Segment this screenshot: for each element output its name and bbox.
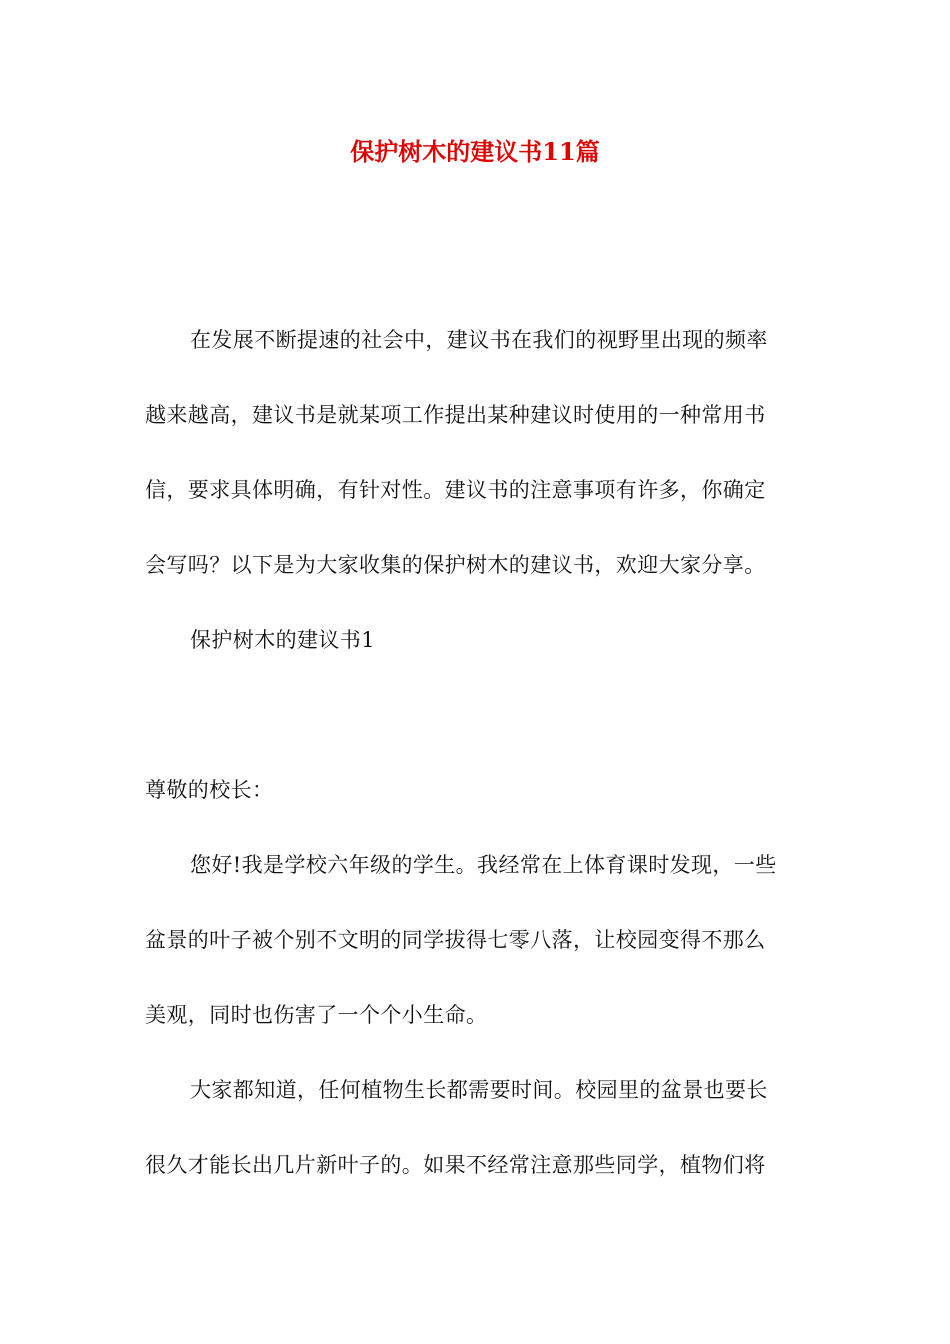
paragraph1-line-3: 美观，同时也伤害了一个个小生命。: [145, 1003, 488, 1027]
document-title: 保护树木的建议书11篇: [350, 137, 600, 166]
intro-line-4: 会写吗？以下是为大家收集的保护树木的建议书，欢迎大家分享。: [145, 553, 766, 577]
intro-line-3: 信，要求具体明确，有针对性。建议书的注意事项有许多，你确定: [145, 478, 766, 502]
intro-line-1: 在发展不断提速的社会中，建议书在我们的视野里出现的频率: [190, 328, 768, 352]
salutation: 尊敬的校长：: [145, 778, 274, 802]
paragraph2-line-1: 大家都知道，任何植物生长都需要时间。校园里的盆景也要长: [190, 1078, 768, 1102]
section-heading: 保护树木的建议书1: [190, 628, 375, 652]
paragraph2-line-2: 很久才能长出几片新叶子的。如果不经常注意那些同学，植物们将: [145, 1153, 766, 1177]
intro-line-2: 越来越高，建议书是就某项工作提出某种建议时使用的一种常用书: [145, 403, 766, 427]
paragraph1-line-2: 盆景的叶子被个别不文明的同学拔得七零八落，让校园变得不那么: [145, 928, 766, 952]
paragraph1-line-1: 您好!我是学校六年级的学生。我经常在上体育课时发现，一些: [190, 853, 777, 877]
